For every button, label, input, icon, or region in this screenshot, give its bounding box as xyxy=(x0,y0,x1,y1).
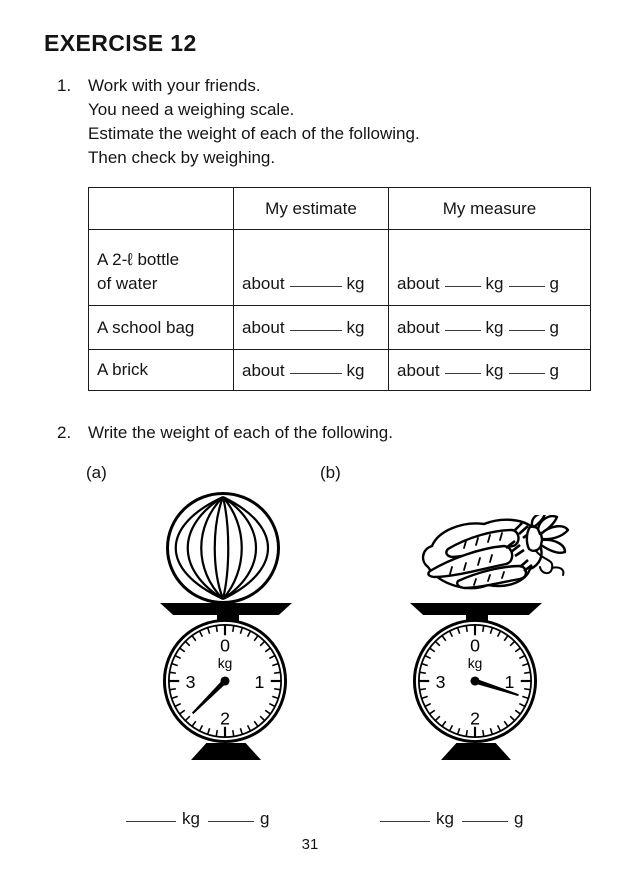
scale-base xyxy=(191,743,261,760)
measure-cell: about kg g xyxy=(389,230,591,306)
dial-unit-label: kg xyxy=(217,655,233,671)
measure-blank-kg[interactable] xyxy=(445,360,481,374)
part-a-label: (a) xyxy=(86,463,107,482)
instruction-line: Estimate the weight of each of the following. xyxy=(88,124,420,143)
answer-b-blank-kg[interactable] xyxy=(380,808,430,822)
answer-row-b: kg g xyxy=(380,808,523,829)
table-row xyxy=(89,306,591,350)
weighing-scale-b xyxy=(410,488,580,765)
measure-blank-kg[interactable] xyxy=(445,317,481,331)
dial-number-1: 1 xyxy=(254,671,265,692)
dial-unit-label: kg xyxy=(467,655,483,671)
answer-b-blank-g[interactable] xyxy=(462,808,508,822)
estimate-cell: about kg xyxy=(234,350,389,391)
question-2-text: Write the weight of each of the following. xyxy=(88,423,393,442)
measure-blank-g[interactable] xyxy=(509,317,545,331)
scale-base xyxy=(441,743,511,760)
measure-blank-g[interactable] xyxy=(509,360,545,374)
estimate-blank-kg[interactable] xyxy=(290,273,342,287)
dial-hub xyxy=(470,676,479,685)
dial-number-1: 1 xyxy=(504,671,515,692)
scale-platform xyxy=(410,603,542,615)
dial-number-0: 0 xyxy=(220,635,230,656)
answer-a-blank-kg[interactable] xyxy=(126,808,176,822)
dial-number-2: 2 xyxy=(470,708,480,729)
dial-number-3: 3 xyxy=(185,671,196,692)
table-row xyxy=(89,350,591,391)
instruction-line: Then check by weighing. xyxy=(88,148,276,167)
item-name-cell: A school bag xyxy=(89,306,234,350)
watermelon-illustration xyxy=(164,490,282,606)
table-row xyxy=(89,230,591,306)
dial-number-3: 3 xyxy=(435,671,446,692)
estimate-cell: about kg xyxy=(234,306,389,350)
measure-blank-g[interactable] xyxy=(509,273,545,287)
page-number: 31 xyxy=(301,836,319,853)
dial-number-2: 2 xyxy=(220,708,230,729)
answer-a-blank-g[interactable] xyxy=(208,808,254,822)
item-name-cell: A 2-ℓ bottle of water xyxy=(89,230,234,306)
part-b-label: (b) xyxy=(320,463,341,482)
instruction-line: Work with your friends. xyxy=(88,76,261,95)
question-2-number: 2. xyxy=(57,423,72,442)
scale-dial-a xyxy=(161,617,289,745)
question-1-instructions xyxy=(88,74,420,170)
measure-cell: about kg g xyxy=(389,350,591,391)
weights-table xyxy=(88,187,591,391)
item-name-cell: A brick xyxy=(89,350,234,391)
estimate-blank-kg[interactable] xyxy=(290,317,342,331)
measure-cell: about kg g xyxy=(389,306,591,350)
table-header-estimate: My estimate xyxy=(234,188,389,230)
dial-hub xyxy=(220,676,229,685)
measure-blank-kg[interactable] xyxy=(445,273,481,287)
instruction-line: You need a weighing scale. xyxy=(88,100,295,119)
table-header-row xyxy=(89,188,591,230)
table-header-item xyxy=(89,188,234,230)
estimate-cell: about kg xyxy=(234,230,389,306)
estimate-blank-kg[interactable] xyxy=(290,360,342,374)
weighing-scale-a xyxy=(160,490,296,765)
page-title: EXERCISE 12 xyxy=(44,30,197,56)
table-header-measure: My measure xyxy=(389,188,591,230)
scale-dial-b xyxy=(411,617,539,745)
dial-number-0: 0 xyxy=(470,635,480,656)
answer-row-a: kg g xyxy=(126,808,269,829)
carrots-illustration xyxy=(418,515,573,603)
question-1-number: 1. xyxy=(57,76,72,95)
scale-platform xyxy=(160,603,292,615)
